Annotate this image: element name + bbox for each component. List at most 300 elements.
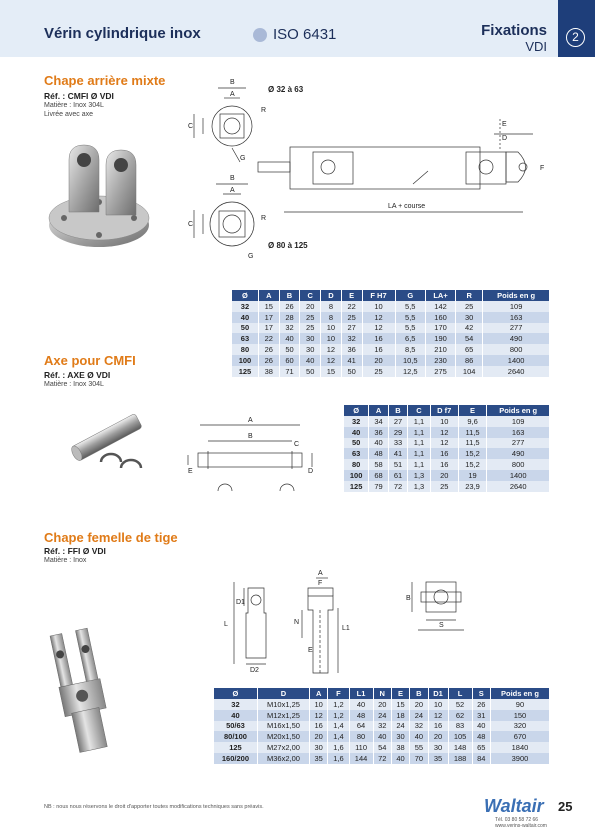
table-cell: 16 bbox=[428, 721, 448, 732]
table-cell: 105 bbox=[448, 731, 472, 742]
table-cell: 22 bbox=[258, 333, 279, 344]
dim-label-f: F bbox=[540, 165, 545, 172]
table-cell: 32 bbox=[373, 721, 391, 732]
table-cell: 90 bbox=[490, 699, 549, 710]
table-cell: 148 bbox=[448, 742, 472, 753]
table-cell: 10,5 bbox=[395, 355, 425, 366]
table-cell: 20 bbox=[410, 699, 428, 710]
table-cell: 62 bbox=[448, 710, 472, 721]
table-header-row bbox=[344, 405, 550, 416]
iso-standard: ISO 6431 bbox=[273, 26, 337, 43]
table-cell: 142 bbox=[425, 301, 455, 312]
table-cell: 8 bbox=[321, 312, 342, 323]
column-header: Poids en g bbox=[483, 290, 550, 301]
table-cell: 52 bbox=[448, 699, 472, 710]
table-cell: 277 bbox=[483, 323, 550, 334]
table-cell: 12 bbox=[428, 710, 448, 721]
brand-website: www.verins-waltair.com bbox=[495, 823, 547, 829]
column-header: E bbox=[341, 290, 362, 301]
table-cell: 25 bbox=[430, 481, 458, 492]
table-cell: 20 bbox=[310, 731, 328, 742]
table-cell: 26 bbox=[279, 301, 300, 312]
table-cell: 230 bbox=[425, 355, 455, 366]
table-cell: 15 bbox=[391, 699, 409, 710]
table-cell: 320 bbox=[490, 721, 549, 732]
section-material-chape-arriere: Matière : Inox 304L bbox=[44, 102, 104, 109]
table-cell: 10 bbox=[310, 699, 328, 710]
table-cell: 40 bbox=[300, 355, 321, 366]
table-cell: 190 bbox=[425, 333, 455, 344]
chapter-number: 2 bbox=[566, 28, 585, 47]
table-cell: 26 bbox=[472, 699, 490, 710]
table-cell: 1,4 bbox=[328, 731, 349, 742]
table-cell: 24 bbox=[373, 710, 391, 721]
table-row bbox=[344, 416, 550, 427]
table-row bbox=[214, 699, 550, 710]
table-cell: 27 bbox=[341, 323, 362, 334]
table-cell: 15,2 bbox=[458, 459, 487, 470]
table-cell: 104 bbox=[456, 366, 483, 377]
dim-label-g1: G bbox=[240, 155, 246, 162]
table-cell: 61 bbox=[388, 470, 407, 481]
section-ref-chape-femelle: Réf. : FFI Ø VDI bbox=[44, 546, 106, 556]
page-title: Vérin cylindrique inox bbox=[44, 25, 201, 42]
table-cell: 20 bbox=[428, 731, 448, 742]
table-cell: M16x1,50 bbox=[257, 721, 309, 732]
column-header: L1 bbox=[349, 688, 373, 699]
table-cell: 27 bbox=[388, 416, 407, 427]
table-cell: 40 bbox=[349, 699, 373, 710]
header-category-title: Fixations bbox=[481, 22, 547, 39]
table-cell: 10 bbox=[321, 333, 342, 344]
table-cell: 11,5 bbox=[458, 427, 487, 438]
column-header: D1 bbox=[428, 688, 448, 699]
column-header: E bbox=[458, 405, 487, 416]
table-cell: 50 bbox=[232, 323, 258, 334]
dim-label-d: D bbox=[502, 135, 508, 142]
table-cell: 32 bbox=[410, 721, 428, 732]
table-cell: 16 bbox=[430, 459, 458, 470]
table-cell: 110 bbox=[349, 742, 373, 753]
table-cell: 48 bbox=[472, 731, 490, 742]
table-cell: 32 bbox=[341, 333, 362, 344]
table-cell: 12 bbox=[321, 344, 342, 355]
table-cell: 64 bbox=[349, 721, 373, 732]
product-image-chape-femelle bbox=[40, 620, 130, 760]
column-header: Ø bbox=[232, 290, 258, 301]
table-cell: 1840 bbox=[490, 742, 549, 753]
table-row bbox=[232, 366, 550, 377]
table-cell: 24 bbox=[391, 721, 409, 732]
table-cell: 40 bbox=[214, 710, 257, 721]
table-cell: 5,5 bbox=[395, 301, 425, 312]
table-axe bbox=[344, 405, 550, 492]
femelle-dim-f: F bbox=[318, 580, 323, 587]
table-cell: 160 bbox=[425, 312, 455, 323]
table-cell: 100 bbox=[344, 470, 369, 481]
table-cell: 20 bbox=[300, 301, 321, 312]
table-cell: 12 bbox=[362, 312, 395, 323]
table-cell: 28 bbox=[279, 312, 300, 323]
column-header: G bbox=[395, 290, 425, 301]
iso-bullet-icon bbox=[253, 28, 267, 42]
femelle-dim-a: A bbox=[318, 570, 323, 577]
table-cell: 40 bbox=[410, 731, 428, 742]
table-cell: 79 bbox=[369, 481, 388, 492]
table-cell: 277 bbox=[487, 438, 550, 449]
table-cell: 32 bbox=[344, 416, 369, 427]
table-cell: 40 bbox=[369, 438, 388, 449]
table-cell: 17 bbox=[258, 323, 279, 334]
table-cell: 125 bbox=[214, 742, 257, 753]
table-cell: 72 bbox=[373, 753, 391, 764]
table-cell: 41 bbox=[341, 355, 362, 366]
drawing-chape-arriere bbox=[188, 74, 548, 264]
table-cell: 1,3 bbox=[408, 470, 431, 481]
table-row bbox=[344, 481, 550, 492]
table-cell: 33 bbox=[388, 438, 407, 449]
table-cell: 26 bbox=[258, 355, 279, 366]
femelle-dim-d1: D1 bbox=[236, 599, 245, 606]
table-cell: M12x1,25 bbox=[257, 710, 309, 721]
table-cell: 41 bbox=[388, 448, 407, 459]
brand-logo: Waltair bbox=[484, 796, 544, 816]
table-cell: 1,6 bbox=[328, 742, 349, 753]
section-material-chape-femelle: Matière : Inox bbox=[44, 557, 87, 564]
table-cell: 50 bbox=[341, 366, 362, 377]
table-cell: 11,5 bbox=[458, 438, 487, 449]
table-cell: 54 bbox=[373, 742, 391, 753]
table-cell: 32 bbox=[214, 699, 257, 710]
table-cell: 8,5 bbox=[395, 344, 425, 355]
table-cell: 18 bbox=[391, 710, 409, 721]
table-cell: 30 bbox=[310, 742, 328, 753]
axe-dim-e: E bbox=[188, 468, 193, 475]
table-cell: 109 bbox=[483, 301, 550, 312]
table-cell: 20 bbox=[373, 699, 391, 710]
table-cell: 30 bbox=[300, 344, 321, 355]
table-cell: 15 bbox=[321, 366, 342, 377]
table-cell: 80 bbox=[344, 459, 369, 470]
table-cell: 50 bbox=[344, 438, 369, 449]
axe-dim-c: C bbox=[294, 441, 300, 448]
table-cell: 5,5 bbox=[395, 323, 425, 334]
column-header: Poids en g bbox=[487, 405, 550, 416]
table-cell: 12 bbox=[321, 355, 342, 366]
column-header: C bbox=[300, 290, 321, 301]
column-header: F bbox=[328, 688, 349, 699]
table-cell: 16 bbox=[430, 448, 458, 459]
table-cell: 490 bbox=[483, 333, 550, 344]
table-cell: 84 bbox=[472, 753, 490, 764]
table-cell: 19 bbox=[458, 470, 487, 481]
table-cell: 35 bbox=[428, 753, 448, 764]
table-row bbox=[214, 731, 550, 742]
table-cell: 1,2 bbox=[328, 710, 349, 721]
table-cell: 5,5 bbox=[395, 312, 425, 323]
femelle-dim-e: E bbox=[308, 647, 313, 654]
column-header: D bbox=[257, 688, 309, 699]
table-cell: 1,1 bbox=[408, 459, 431, 470]
table-cell: 25 bbox=[456, 301, 483, 312]
dim-label-b1: B bbox=[230, 79, 235, 86]
column-header: D f7 bbox=[430, 405, 458, 416]
table-cell: 30 bbox=[300, 333, 321, 344]
column-header: R bbox=[456, 290, 483, 301]
femelle-dim-n: N bbox=[294, 619, 300, 626]
table-row bbox=[232, 344, 550, 355]
table-cell: 275 bbox=[425, 366, 455, 377]
column-header: LA+ bbox=[425, 290, 455, 301]
table-cell: 25 bbox=[300, 323, 321, 334]
table-cell: 10 bbox=[430, 416, 458, 427]
chapter-tab bbox=[558, 0, 595, 57]
column-header: B bbox=[388, 405, 407, 416]
table-cell: 71 bbox=[279, 366, 300, 377]
header-category bbox=[481, 22, 547, 54]
table-cell: 1400 bbox=[483, 355, 550, 366]
table-cell: 188 bbox=[448, 753, 472, 764]
section-note-chape-arriere: Livrée avec axe bbox=[44, 111, 94, 118]
table-cell: 80 bbox=[349, 731, 373, 742]
table-cell: 48 bbox=[369, 448, 388, 459]
table-cell: 40 bbox=[232, 312, 258, 323]
table-cell: 36 bbox=[341, 344, 362, 355]
table-cell: 17 bbox=[258, 312, 279, 323]
table-cell: 50/63 bbox=[214, 721, 257, 732]
column-header: L bbox=[448, 688, 472, 699]
brand-contact bbox=[495, 817, 547, 829]
table-cell: 40 bbox=[344, 427, 369, 438]
axe-dim-d: D bbox=[308, 468, 314, 475]
table-cell: 40 bbox=[472, 721, 490, 732]
table-cell: 63 bbox=[232, 333, 258, 344]
section-title-chape-femelle: Chape femelle de tige bbox=[44, 530, 178, 545]
table-row bbox=[344, 427, 550, 438]
table-cell: 86 bbox=[456, 355, 483, 366]
table-cell: 12 bbox=[430, 438, 458, 449]
dim-label-r2: R bbox=[261, 215, 267, 222]
table-cell: 25 bbox=[300, 312, 321, 323]
column-header: Ø bbox=[344, 405, 369, 416]
column-header: Poids en g bbox=[490, 688, 549, 699]
table-cell: 670 bbox=[490, 731, 549, 742]
table-cell: 1,3 bbox=[408, 481, 431, 492]
table-row bbox=[344, 459, 550, 470]
table-cell: 144 bbox=[349, 753, 373, 764]
table-cell: 72 bbox=[388, 481, 407, 492]
column-header: B bbox=[410, 688, 428, 699]
table-cell: 2640 bbox=[487, 481, 550, 492]
table-cell: 20 bbox=[430, 470, 458, 481]
drawing-axe bbox=[188, 413, 338, 508]
column-header: Ø bbox=[214, 688, 257, 699]
table-cell: 8 bbox=[321, 301, 342, 312]
section-ref-axe: Réf. : AXE Ø VDI bbox=[44, 370, 111, 380]
table-cell: 1,1 bbox=[408, 427, 431, 438]
table-cell: 48 bbox=[349, 710, 373, 721]
table-cell: 83 bbox=[448, 721, 472, 732]
femelle-dim-l: L bbox=[224, 621, 228, 628]
size-range-1: Ø 32 à 63 bbox=[268, 85, 304, 94]
table-cell: 25 bbox=[341, 312, 362, 323]
column-header: E bbox=[391, 688, 409, 699]
page-number: 25 bbox=[558, 799, 573, 814]
table-cell: 54 bbox=[456, 333, 483, 344]
table-cell: 160/200 bbox=[214, 753, 257, 764]
table-cell: 1,1 bbox=[408, 438, 431, 449]
table-cell: 34 bbox=[369, 416, 388, 427]
table-cell: 1400 bbox=[487, 470, 550, 481]
table-cell: 25 bbox=[362, 366, 395, 377]
table-cell: 23,9 bbox=[458, 481, 487, 492]
table-row bbox=[232, 355, 550, 366]
table-cell: 24 bbox=[410, 710, 428, 721]
table-cell: 51 bbox=[388, 459, 407, 470]
table-cell: 12 bbox=[310, 710, 328, 721]
table-cell: 10 bbox=[321, 323, 342, 334]
femelle-dim-l1: L1 bbox=[342, 625, 350, 632]
table-cell: 12 bbox=[362, 323, 395, 334]
table-cell: 32 bbox=[279, 323, 300, 334]
table-cell: 38 bbox=[258, 366, 279, 377]
table-cell: 800 bbox=[487, 459, 550, 470]
table-cell: 3900 bbox=[490, 753, 549, 764]
column-header: A bbox=[369, 405, 388, 416]
table-cell: 1,1 bbox=[408, 448, 431, 459]
table-cell: 30 bbox=[428, 742, 448, 753]
table-row bbox=[214, 721, 550, 732]
column-header: B bbox=[279, 290, 300, 301]
table-cell: 10 bbox=[428, 699, 448, 710]
table-row bbox=[214, 742, 550, 753]
column-header: S bbox=[472, 688, 490, 699]
dim-label-r1: R bbox=[261, 107, 267, 114]
table-cell: 210 bbox=[425, 344, 455, 355]
table-cell: 16 bbox=[362, 333, 395, 344]
table-cell: 100 bbox=[232, 355, 258, 366]
axe-dim-b: B bbox=[248, 433, 253, 440]
column-header: A bbox=[258, 290, 279, 301]
table-cell: 15 bbox=[258, 301, 279, 312]
table-cell: 2640 bbox=[483, 366, 550, 377]
table-header-row bbox=[214, 688, 550, 699]
table-cell: 63 bbox=[344, 448, 369, 459]
table-row bbox=[214, 753, 550, 764]
size-range-2: Ø 80 à 125 bbox=[268, 241, 308, 250]
table-cell: 800 bbox=[483, 344, 550, 355]
table-row bbox=[214, 710, 550, 721]
section-material-axe: Matière : Inox 304L bbox=[44, 381, 104, 388]
table-cell: 16 bbox=[362, 344, 395, 355]
dim-label-a2: A bbox=[230, 187, 235, 194]
table-cell: 12 bbox=[430, 427, 458, 438]
table-row bbox=[232, 333, 550, 344]
column-header: D bbox=[321, 290, 342, 301]
table-cell: 125 bbox=[344, 481, 369, 492]
table-cell: 6,5 bbox=[395, 333, 425, 344]
table-chape-femelle bbox=[214, 688, 550, 764]
section-ref-chape-arriere: Réf. : CMFI Ø VDI bbox=[44, 91, 114, 101]
table-cell: 9,6 bbox=[458, 416, 487, 427]
table-cell: M10x1,25 bbox=[257, 699, 309, 710]
table-row bbox=[344, 448, 550, 459]
table-cell: 32 bbox=[232, 301, 258, 312]
table-cell: 22 bbox=[341, 301, 362, 312]
table-cell: 70 bbox=[410, 753, 428, 764]
table-cell: 20 bbox=[362, 355, 395, 366]
table-cell: 12,5 bbox=[395, 366, 425, 377]
table-row bbox=[232, 312, 550, 323]
table-cell: 38 bbox=[391, 742, 409, 753]
femelle-dim-b: B bbox=[406, 595, 411, 602]
table-cell: 58 bbox=[369, 459, 388, 470]
table-cell: M36x2,00 bbox=[257, 753, 309, 764]
table-cell: 1,6 bbox=[328, 753, 349, 764]
table-cell: 65 bbox=[472, 742, 490, 753]
column-header: N bbox=[373, 688, 391, 699]
table-row bbox=[232, 323, 550, 334]
column-header: C bbox=[408, 405, 431, 416]
dim-label-c2: C bbox=[188, 221, 194, 228]
table-cell: 29 bbox=[388, 427, 407, 438]
table-row bbox=[232, 301, 550, 312]
table-cell: 68 bbox=[369, 470, 388, 481]
dim-label-b2: B bbox=[230, 175, 235, 182]
table-cell: 30 bbox=[456, 312, 483, 323]
column-header: A bbox=[310, 688, 328, 699]
product-image-axe bbox=[66, 400, 166, 480]
table-cell: 65 bbox=[456, 344, 483, 355]
table-cell: 50 bbox=[279, 344, 300, 355]
table-cell: 170 bbox=[425, 323, 455, 334]
footer-disclaimer: NB : nous nous réservons le droit d'apporter toutes modifications techniques sans préavis. bbox=[44, 804, 264, 810]
table-cell: 490 bbox=[487, 448, 550, 459]
header-category-sub: VDI bbox=[525, 39, 547, 54]
femelle-dim-s: S bbox=[439, 622, 444, 629]
table-row bbox=[344, 470, 550, 481]
table-cell: 40 bbox=[279, 333, 300, 344]
table-cell: 80 bbox=[232, 344, 258, 355]
axe-dim-a: A bbox=[248, 417, 253, 424]
table-cell: 36 bbox=[369, 427, 388, 438]
table-cell: 109 bbox=[487, 416, 550, 427]
table-cell: 16 bbox=[310, 721, 328, 732]
table-cell: 150 bbox=[490, 710, 549, 721]
table-row bbox=[344, 438, 550, 449]
section-title-chape-arriere: Chape arrière mixte bbox=[44, 73, 166, 88]
table-cell: 15,2 bbox=[458, 448, 487, 459]
table-cell: 26 bbox=[258, 344, 279, 355]
dim-label-la-course: LA + course bbox=[388, 203, 426, 210]
dim-label-g2: G bbox=[248, 253, 254, 260]
column-header: F H7 bbox=[362, 290, 395, 301]
table-chape-arriere bbox=[232, 290, 550, 377]
table-cell: 125 bbox=[232, 366, 258, 377]
brand-phone: Tél. 03 80 58 72 66 bbox=[495, 817, 539, 823]
table-cell: 42 bbox=[456, 323, 483, 334]
table-cell: 55 bbox=[410, 742, 428, 753]
table-cell: 1,2 bbox=[328, 699, 349, 710]
table-header-row bbox=[232, 290, 550, 301]
table-cell: 30 bbox=[391, 731, 409, 742]
dim-label-c1: C bbox=[188, 123, 194, 130]
section-title-axe: Axe pour CMFI bbox=[44, 353, 136, 368]
table-cell: 1,4 bbox=[328, 721, 349, 732]
drawing-chape-femelle bbox=[208, 568, 478, 683]
table-cell: 50 bbox=[300, 366, 321, 377]
femelle-dim-d2: D2 bbox=[250, 667, 259, 674]
